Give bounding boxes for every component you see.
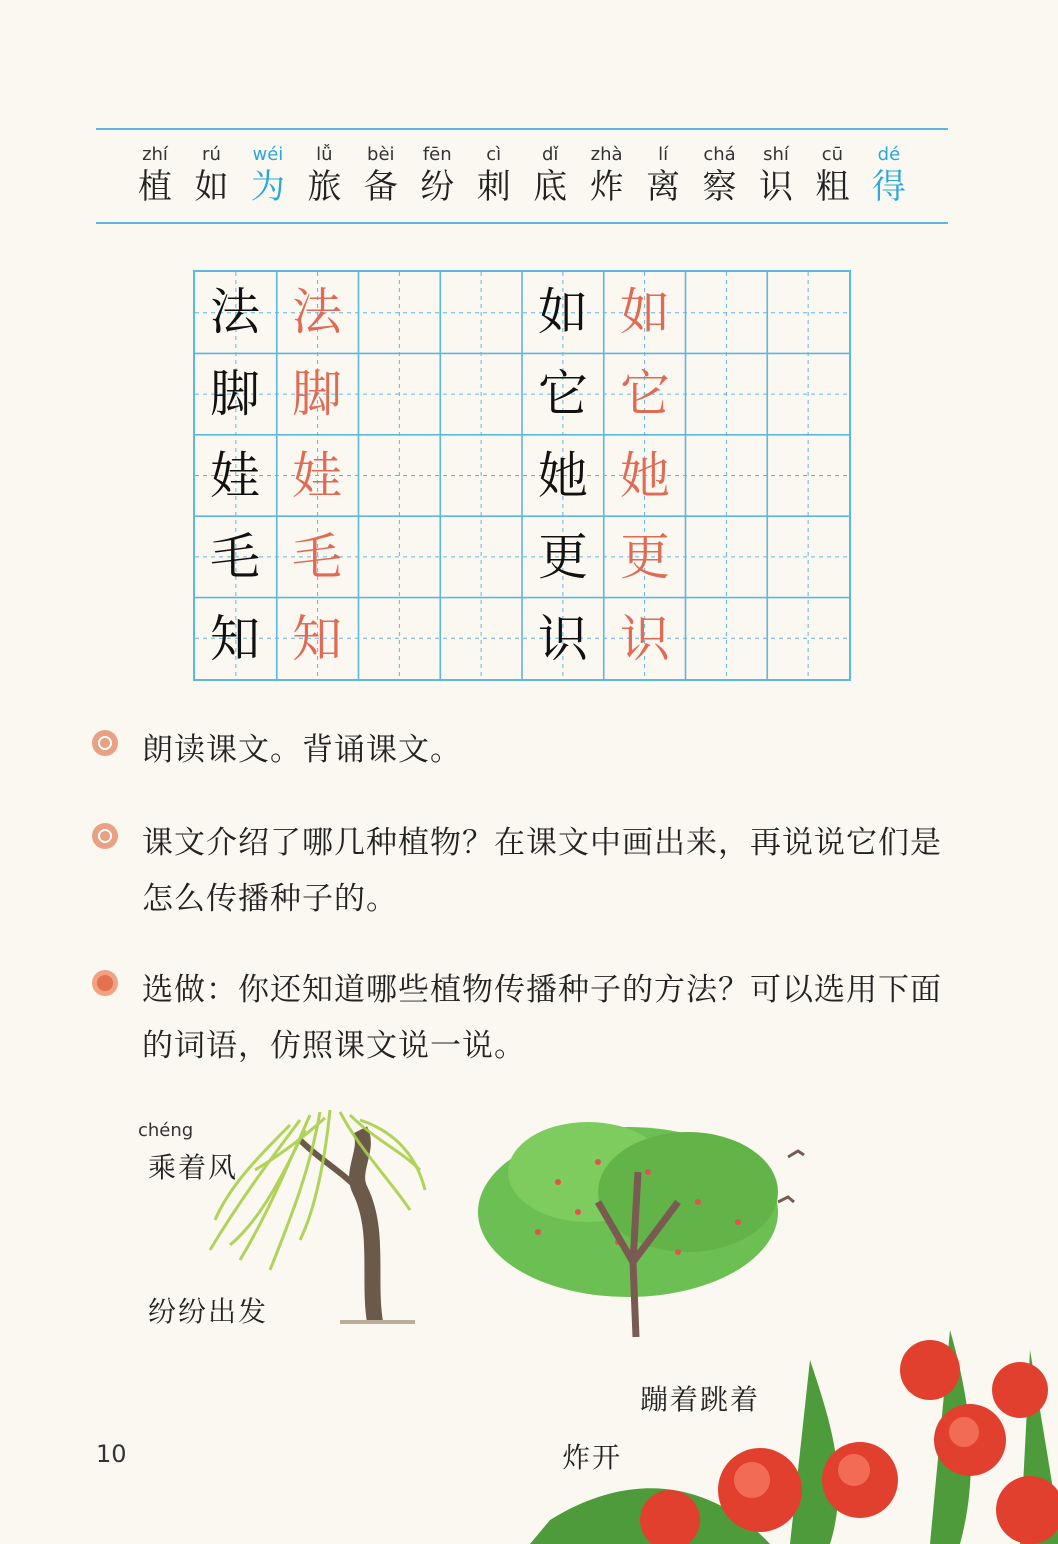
vocab-strip: [96, 128, 948, 224]
vocab-char: 如: [194, 167, 229, 207]
balsam-flowers-illustration: [530, 1320, 1058, 1544]
exercise-2: [92, 815, 962, 927]
vocab-item: [356, 144, 406, 208]
vocab-char: 旅: [307, 167, 342, 207]
page-number: 10: [96, 1440, 127, 1468]
word-label: 蹦着跳着: [640, 1383, 761, 1416]
vocab-char: 刺: [476, 167, 511, 207]
vocab-pinyin: cì: [486, 144, 502, 165]
grid-model-char: 法: [210, 283, 260, 341]
exercise-text: 课文介绍了哪几种植物？在课文中画出来，再说说它们是怎么传播种子的。: [142, 825, 942, 917]
vocab-char: 察: [702, 167, 737, 207]
exercise-1: [92, 722, 962, 778]
grid-trace-char: 它: [620, 364, 670, 423]
word-label: 炸开: [562, 1441, 623, 1474]
exercise-text: 选做：你还知道哪些植物传播种子的方法？可以选用下面的词语，仿照课文说一说。: [142, 972, 942, 1064]
vocab-char: 粗: [815, 167, 850, 207]
writing-grid: [193, 270, 851, 681]
grid-model-char: 如: [538, 283, 588, 341]
grid-model-char: 毛: [210, 528, 260, 587]
vocab-char: 纷: [420, 167, 455, 207]
vocab-char: 备: [363, 167, 398, 207]
vocab-char: 炸: [589, 167, 624, 207]
grid-trace-char: 脚: [292, 364, 342, 423]
word-label: 乘着风: [148, 1151, 239, 1184]
vocab-char: 植: [138, 167, 172, 207]
vocab-char: 识: [758, 167, 793, 207]
grid-trace-char: 法: [292, 283, 342, 341]
vocab-pinyin: bèi: [367, 144, 395, 165]
vocab-pinyin: shí: [763, 144, 789, 165]
vocab-char: 为: [250, 167, 285, 207]
leafy-tree-illustration: [478, 1112, 818, 1342]
grid-trace-char: 娃: [292, 446, 342, 505]
vocab-item: [412, 144, 462, 208]
grid-trace-char: 她: [620, 446, 670, 505]
vocab-char: 得: [871, 167, 906, 207]
vocab-pinyin: zhà: [590, 144, 623, 165]
exercise-3: [92, 962, 962, 1074]
vocab-pinyin: dé: [877, 144, 901, 165]
grid-model-char: 脚: [210, 364, 260, 423]
vocab-item: [751, 144, 801, 208]
vocab-item: [299, 144, 349, 208]
vocab-pinyin: dǐ: [541, 144, 559, 165]
vocab-pinyin: wéi: [252, 144, 284, 165]
vocab-item: [130, 144, 180, 208]
vocab-item: [807, 144, 857, 208]
word-label: 纷纷出发: [148, 1295, 269, 1328]
vocab-item: [469, 144, 519, 208]
vocab-item: [638, 144, 688, 208]
vocab-pinyin: fēn: [422, 144, 452, 165]
exercise-bullet-icon: [92, 730, 118, 756]
exercise-bullet-icon: [92, 823, 118, 849]
grid-model-char: 更: [538, 528, 588, 587]
grid-trace-char: 识: [620, 610, 670, 669]
vocab-item: [695, 144, 745, 208]
vocab-char: 离: [646, 167, 681, 207]
grid-model-char: 她: [538, 446, 588, 505]
vocab-pinyin: lí: [658, 144, 669, 165]
vocab-pinyin: zhí: [142, 144, 168, 165]
grid-model-char: 知: [210, 610, 260, 669]
vocab-row: [130, 144, 914, 208]
exercise-text: 朗读课文。背诵课文。: [142, 732, 462, 768]
vocab-item: [582, 144, 632, 208]
grid-trace-char: 更: [620, 528, 670, 587]
vocab-item: [525, 144, 575, 208]
vocab-item: [243, 144, 293, 208]
grid-model-char: 识: [538, 610, 588, 669]
grid-model-char: 娃: [210, 446, 260, 505]
grid-model-char: 它: [538, 364, 588, 423]
vocab-pinyin: chá: [703, 144, 736, 165]
vocab-item: [186, 144, 236, 208]
exercise-bullet-filled-icon: [92, 970, 118, 996]
vocab-item: [864, 144, 914, 208]
grid-trace-char: 如: [620, 283, 670, 341]
vocab-pinyin: lǚ: [316, 144, 333, 165]
vocab-pinyin: cū: [821, 144, 844, 165]
vocab-pinyin: rú: [202, 144, 221, 165]
grid-trace-char: 毛: [292, 528, 342, 587]
word-pinyin: chéng: [138, 1120, 194, 1141]
vocab-char: 底: [533, 167, 568, 207]
grid-trace-char: 知: [292, 610, 342, 669]
